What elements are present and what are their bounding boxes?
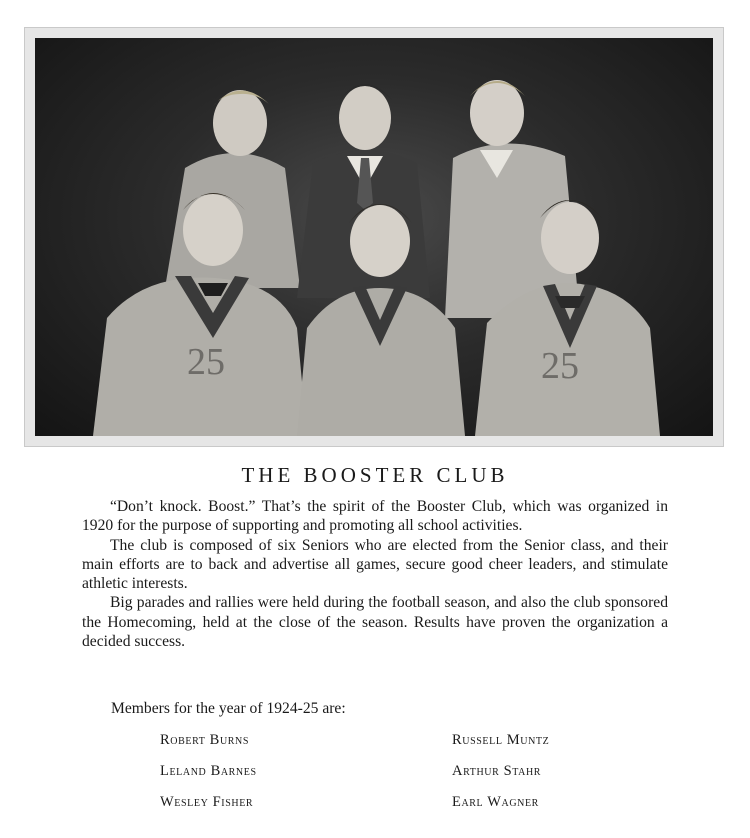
paragraph-3: Big parades and rallies were held during the football season, and also the club sponsored the Homecoming, held at the close of the season. Results have proven the organization a decided success. — [82, 594, 668, 651]
article-body — [82, 497, 668, 651]
paragraph-2: The club is composed of six Seniors who are elected from the Senior class, and their main efforts are to back and advertise all games, secure good cheer leaders, and stimulate athletic interests. — [82, 536, 668, 593]
members-row — [160, 732, 620, 763]
member-name: Leland Barnes — [160, 763, 257, 779]
member-name: Wesley Fisher — [160, 794, 254, 810]
jersey-number-left: 25 — [187, 341, 225, 383]
member-name: Arthur Stahr — [452, 763, 542, 779]
photo-frame — [24, 27, 724, 447]
jersey-number-right: 25 — [541, 345, 579, 387]
member-name: Robert Burns — [160, 732, 250, 748]
members-row — [160, 763, 620, 794]
group-photograph — [35, 38, 713, 436]
page-title: THE BOOSTER CLUB — [241, 463, 509, 487]
member-name: Russell Muntz — [452, 732, 550, 748]
members-row — [160, 794, 620, 825]
paragraph-1: “Don’t knock. Boost.” That’s the spirit of the Booster Club, which was organized in 1920 for the purpose of supporting and promoting all school activities. — [82, 498, 668, 535]
photo-illustration — [35, 38, 713, 436]
member-name: Earl Wagner — [452, 794, 539, 810]
members-list — [160, 732, 620, 825]
members-intro: Members for the year of 1924-25 are: — [111, 700, 346, 717]
